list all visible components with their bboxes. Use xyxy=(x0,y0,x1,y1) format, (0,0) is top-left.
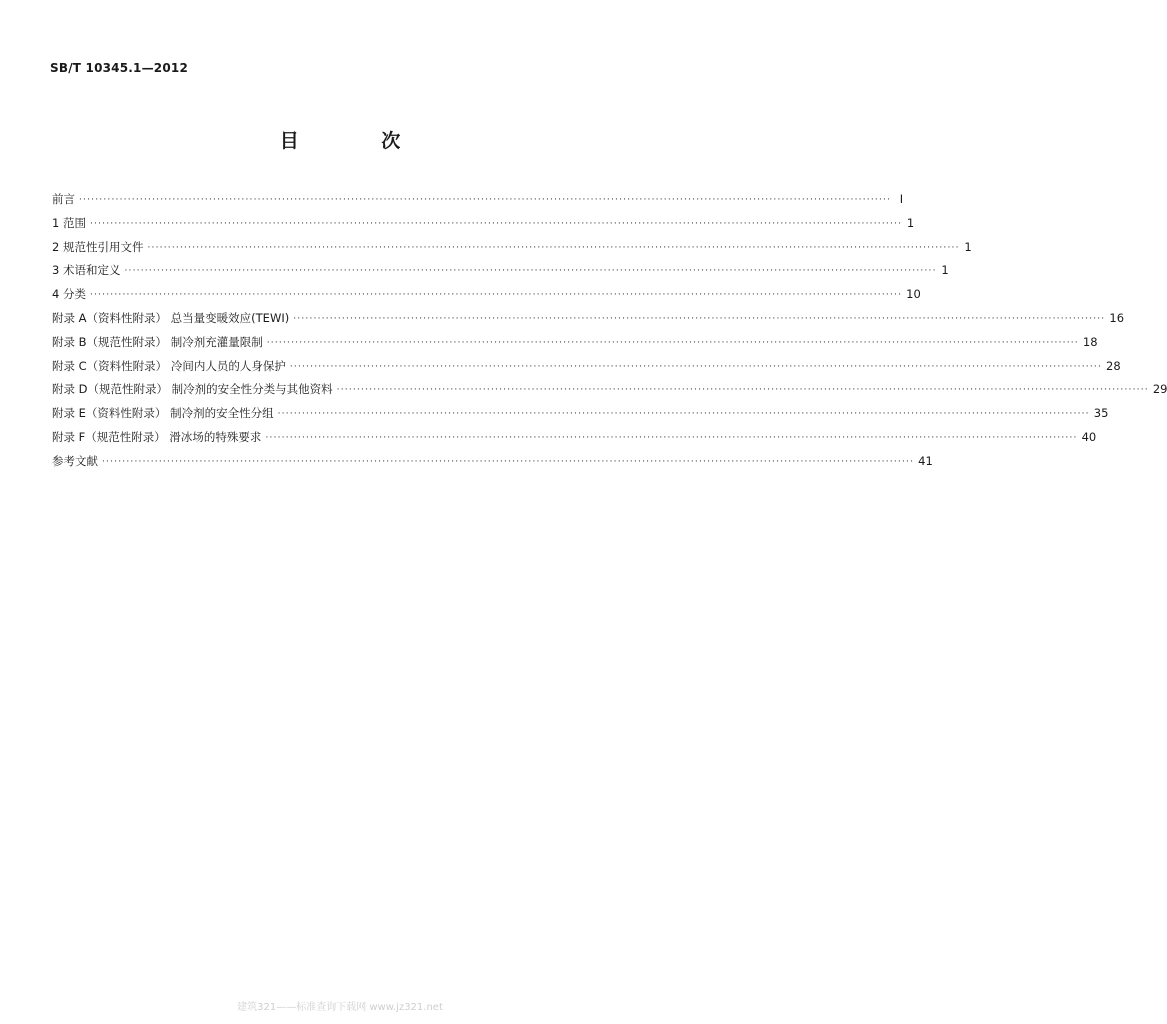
toc-entry-page: Ⅰ xyxy=(899,192,904,206)
toc-leader-dots: ········································································································································································································ xyxy=(293,313,1106,324)
toc-entry[interactable] xyxy=(52,429,1097,453)
toc-entry-label: 附录 B（规范性附录） 制冷剂充灌量限制 xyxy=(52,334,263,349)
toc-entry-page: 41 xyxy=(918,453,933,468)
toc-entry[interactable] xyxy=(52,358,1121,382)
toc-entry-label: 4 分类 xyxy=(52,287,86,302)
toc-entry[interactable] xyxy=(52,262,949,286)
toc-entry[interactable] xyxy=(52,310,1125,334)
watermark-footer: 建筑321——标准查询下载网 www.jz321.net xyxy=(237,1002,443,1013)
toc-entry[interactable] xyxy=(52,286,921,310)
toc-entry-page: 1 xyxy=(906,215,915,230)
toc-leader-dots: ········································································································································································································ xyxy=(79,195,892,205)
toc-entry-label: 附录 E（资料性附录） 制冷剂的安全性分组 xyxy=(52,406,274,421)
toc-entry[interactable] xyxy=(52,334,1098,358)
toc-entry-label: 附录 D（规范性附录） 制冷剂的安全性分类与其他资料 xyxy=(52,382,333,397)
toc-entry-page: 1 xyxy=(941,263,949,278)
toc-entry[interactable] xyxy=(52,453,933,477)
toc-leader-dots: ········································································································································································································ xyxy=(265,432,1078,443)
toc-leader-dots: ········································································································································································································ xyxy=(336,385,1149,396)
toc-leader-dots: ········································································································································································································ xyxy=(289,361,1103,372)
toc-entry-page: 18 xyxy=(1082,334,1098,349)
toc-entry-label: 1 范围 xyxy=(52,215,86,230)
toc-leader-dots: ········································································································································································································ xyxy=(147,242,960,253)
toc-entry-label: 附录 F（规范性附录） 滑冰场的特殊要求 xyxy=(52,429,262,444)
toc-leader-dots: ········································································································································································································ xyxy=(277,409,1090,420)
toc-entry-page: 29 xyxy=(1152,382,1167,397)
toc-entry-label: 前言 xyxy=(52,192,75,206)
toc-leader-dots: ········································································································································································································ xyxy=(89,290,903,301)
toc-entry[interactable] xyxy=(52,215,915,239)
toc-entry-page: 28 xyxy=(1106,358,1121,373)
standard-code: SB/T 10345.1—2012 xyxy=(50,61,188,75)
toc-entry-page: 1 xyxy=(964,239,972,254)
toc-entry-label: 2 规范性引用文件 xyxy=(52,239,144,254)
toc-entry[interactable] xyxy=(52,239,972,263)
page-title: 目 次 xyxy=(279,130,439,152)
toc-entry-page: 10 xyxy=(906,287,921,302)
toc-entry-label: 附录 A（资料性附录） 总当量变暖效应(TEWI) xyxy=(52,310,290,325)
toc-leader-dots: ········································································································································································································ xyxy=(124,266,937,277)
toc-leader-dots: ········································································································································································································ xyxy=(89,218,903,229)
toc-leader-dots: ········································································································································································································ xyxy=(102,456,915,467)
toc-entry-page: 35 xyxy=(1093,406,1109,421)
toc-entry-page: 16 xyxy=(1109,310,1125,325)
toc-entry[interactable] xyxy=(52,191,904,215)
toc-leader-dots: ········································································································································································································ xyxy=(266,337,1079,348)
table-of-contents xyxy=(52,191,1167,477)
toc-entry[interactable] xyxy=(52,405,1109,429)
toc-entry[interactable] xyxy=(52,381,1167,405)
toc-entry-label: 附录 C（资料性附录） 冷间内人员的人身保护 xyxy=(52,358,286,373)
toc-entry-label: 3 术语和定义 xyxy=(52,263,121,278)
toc-entry-page: 40 xyxy=(1081,429,1097,444)
toc-entry-label: 参考文献 xyxy=(52,453,98,468)
